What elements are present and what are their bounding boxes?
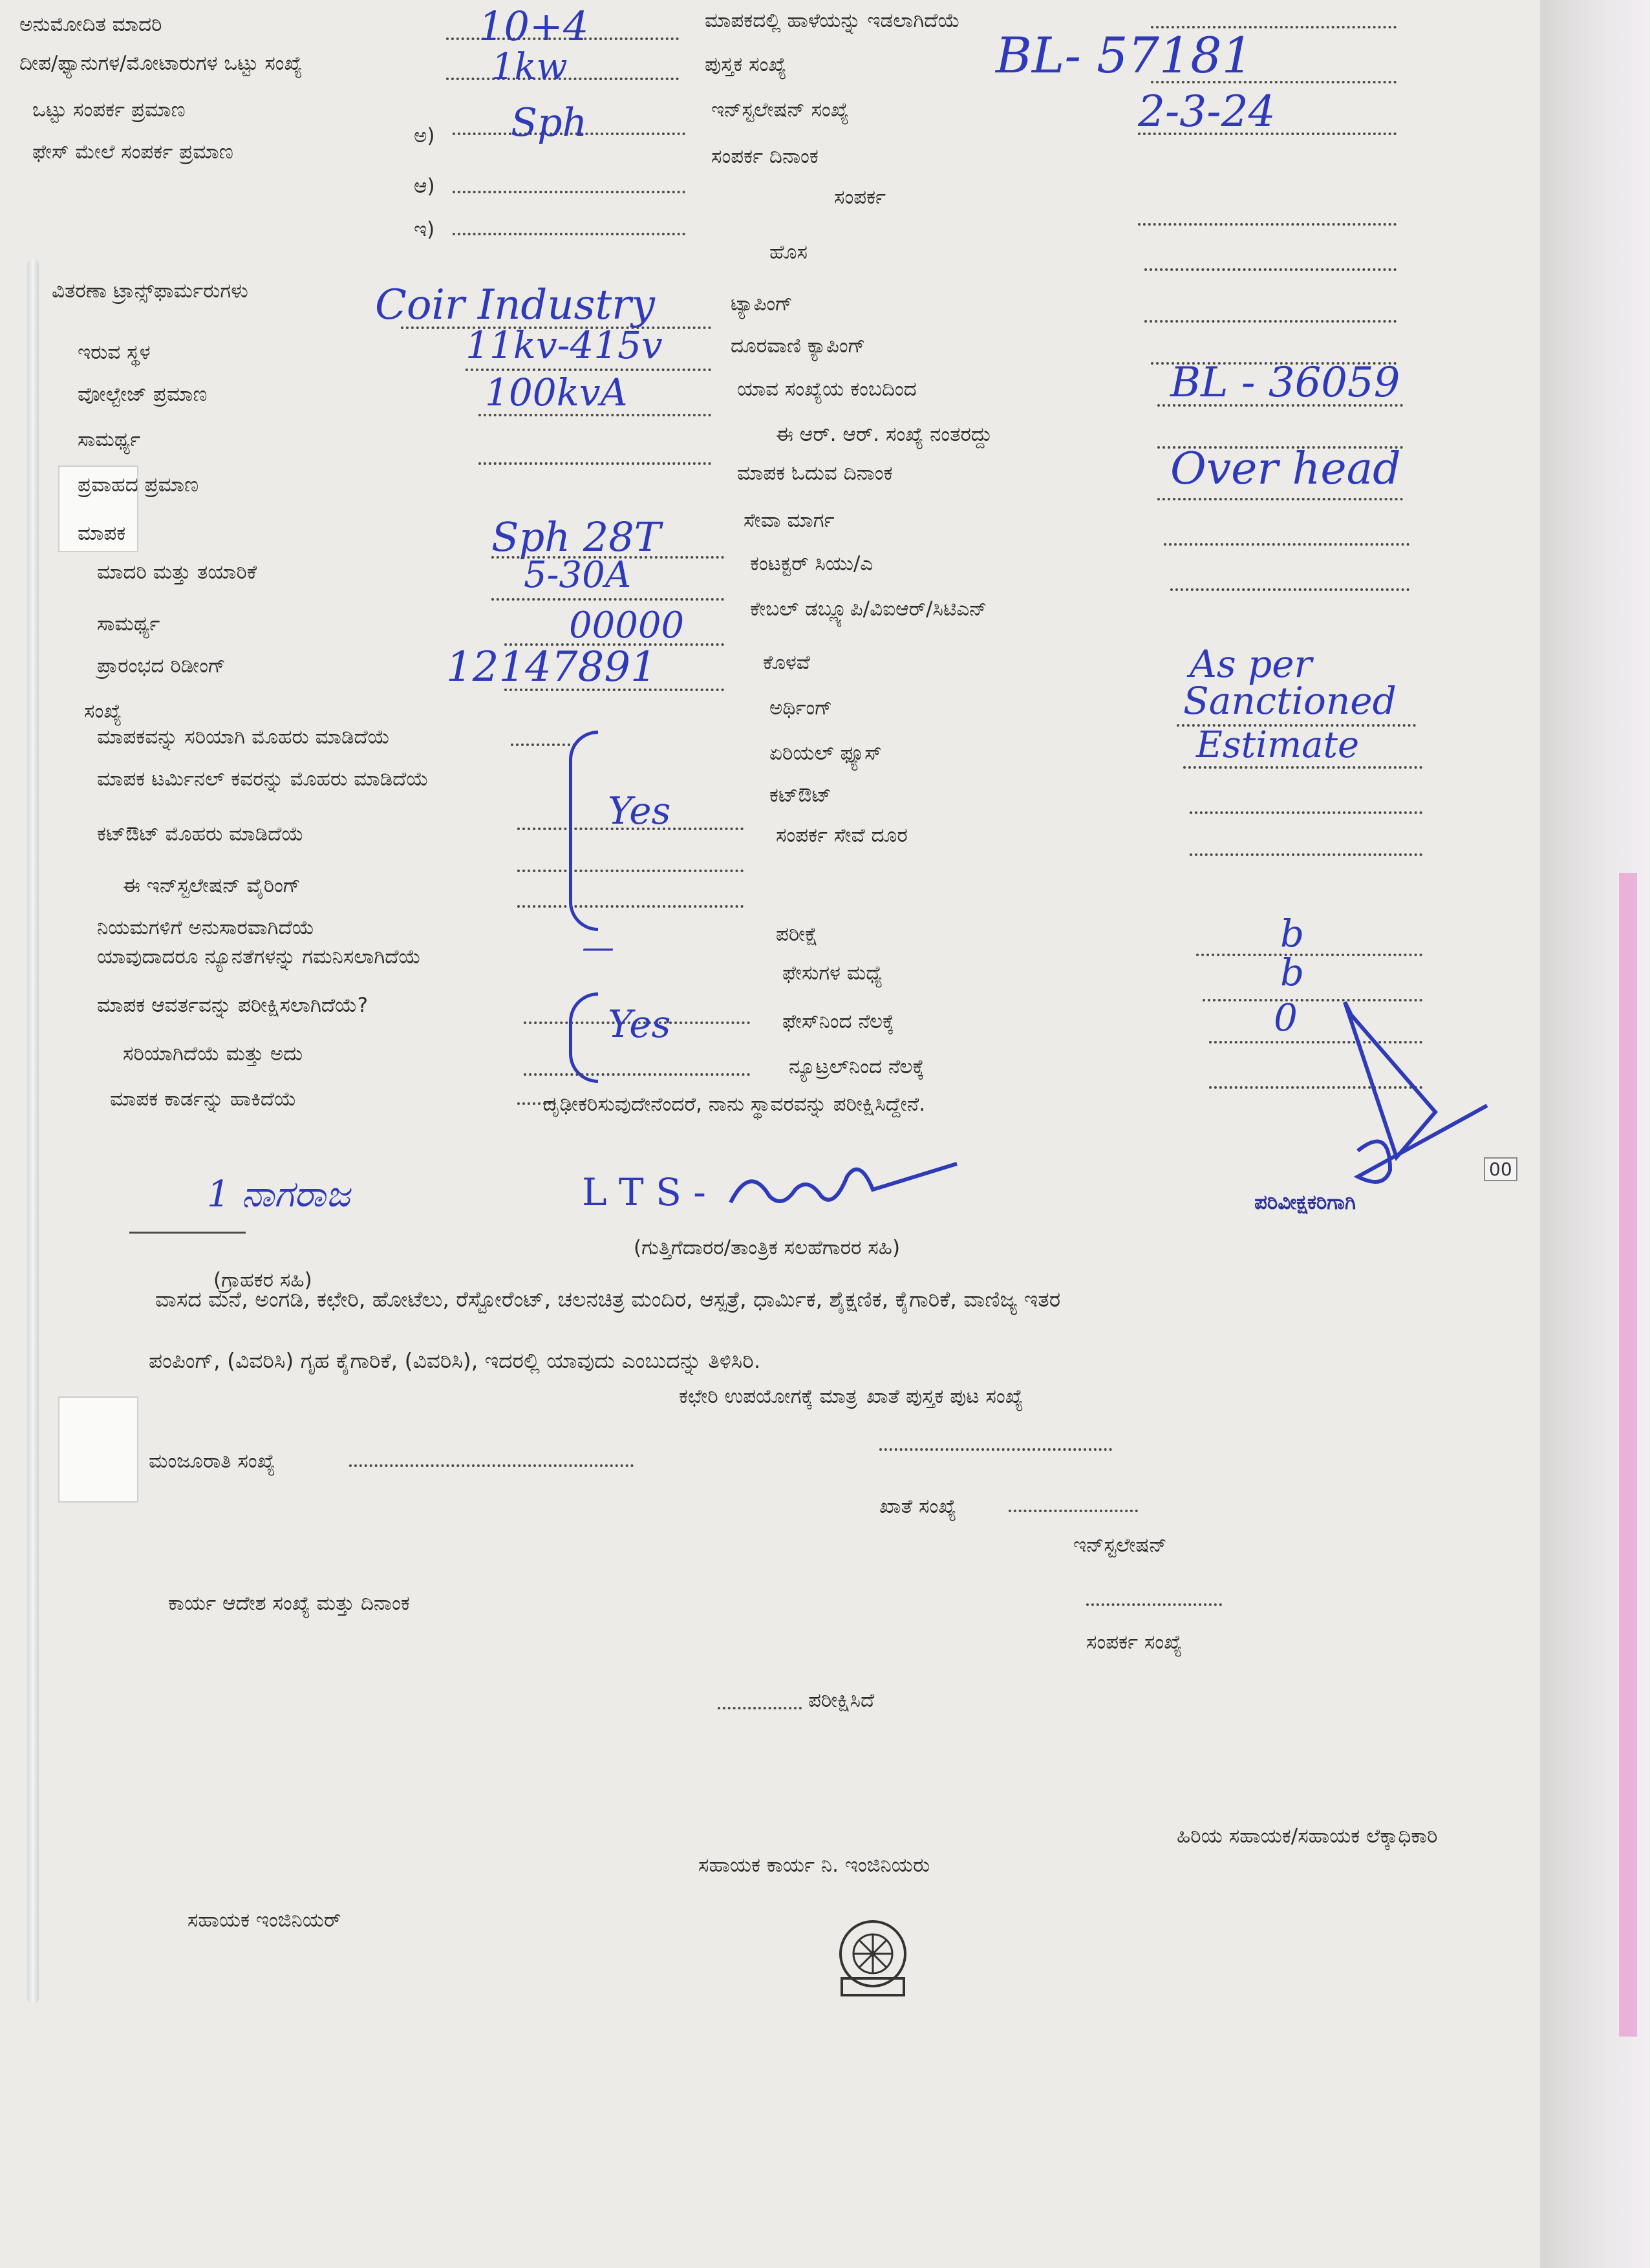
- label-transformers: ವಿತರಣಾ ಟ್ರಾನ್ಸ್‌ಫಾರ್ಮರುಗಳು: [52, 279, 248, 303]
- field-line: [1138, 223, 1397, 226]
- label-account-no: ಖಾತೆ ಸಂಖ್ಯೆ: [879, 1495, 957, 1518]
- label-connection: ಸಂಪರ್ಕ: [834, 186, 886, 209]
- field-line: [504, 689, 724, 691]
- label-cable: ಕೇಬಲ್ ಡಬ್ಲ್ಯೂಪಿ/ವಿಐಆರ್/ಸಿಟಿಎನ್: [750, 597, 987, 621]
- field-line: [349, 1464, 634, 1467]
- label-meter-card: ಮಾಪಕ ಕಾರ್ಡನ್ನು ಹಾಕಿದೆಯೆ: [110, 1087, 297, 1111]
- label-installation: ಇನ್‌ಸ್ಟಲೇಷನ್: [1073, 1534, 1167, 1557]
- hw-initial-reading: 00000: [569, 604, 685, 647]
- hw-contractor-initials: L T S -: [582, 1170, 706, 1214]
- label-total-connection: ಒಟ್ಟು ಸಂಪರ್ಕ ಪ್ರಮಾಣ: [32, 98, 186, 122]
- field-line: [1151, 81, 1397, 83]
- label-as-per-rules: ನಿಯಮಗಳಿಗೆ ಅನುಸಾರವಾಗಿದೆಯೆ: [97, 916, 315, 939]
- text-usage-line-2: ಪಂಪಿಂಗ್, (ವಿವರಿಸಿ) ಗೃಹ ಕೈಗಾರಿಕೆ, (ವಿವರಿಸಿ), ಇದರಲ್ಲಿ ಯಾವುದು ಎಂಬುದನ್ನು ತಿಳಿಸಿರಿ.: [149, 1348, 761, 1373]
- field-line: [1157, 498, 1403, 500]
- hw-phase-earth: b: [1280, 950, 1305, 994]
- binding-clip-bottom: [58, 1396, 138, 1503]
- label-capacity-2: ಸಾಮರ್ಥ್ಯ: [97, 612, 160, 636]
- page-tag: 00: [1484, 1157, 1517, 1181]
- hw-transformer-location: Coir Industry: [375, 281, 655, 329]
- label-phase-earth: ಫೇಸ್‌ನಿಂದ ನೆಲಕ್ಕೆ: [782, 1010, 895, 1033]
- hw-yes-2: Yes: [608, 1002, 671, 1046]
- label-inspection-officer: ಪರಿವೀಕ್ಷಕರಿಗಾಗಿ: [1254, 1191, 1356, 1214]
- label-connection-no: ಸಂಪರ್ಕ ಸಂಖ್ಯೆ: [1086, 1631, 1183, 1654]
- label-test: ಪರೀಕ್ಷೆ: [776, 923, 819, 946]
- hw-signature-name: 1 ನಾಗರಾಜ: [207, 1173, 350, 1215]
- label-meter-sheet: ಮಾಪಕದಲ್ಲಿ ಹಾಳೆಯನ್ನು ಇಡಲಾಗಿದೆಯೆ: [705, 9, 960, 32]
- hw-phase-load: Sph: [511, 100, 588, 145]
- label-current: ಪ್ರವಾಹದ ಪ್ರಮಾಣ: [78, 473, 199, 497]
- label-meter-sealed: ಮಾಪಕವನ್ನು ಸರಿಯಾಗಿ ಮೊಹರು ಮಾಡಿದೆಯೆ: [97, 725, 391, 749]
- field-line: [1196, 954, 1422, 956]
- hw-total-load: 1kw: [491, 46, 568, 88]
- field-line: [524, 1073, 750, 1076]
- hw-dash: —: [582, 928, 614, 966]
- hw-meter: Sph 28T: [491, 513, 661, 561]
- label-work-order: ಕಾರ್ಯ ಆದೇಶ ಸಂಖ್ಯೆ ಮತ್ತು ದಿನಾಂಕ: [168, 1592, 410, 1615]
- field-line: [517, 905, 744, 908]
- label-conduit: ಕೊಳವೆ: [763, 651, 810, 674]
- divider-line: [129, 1232, 246, 1234]
- label-initial-reading: ಪ್ರಾರಂಭದ ರಿಡೀಂಗ್: [97, 654, 226, 678]
- field-line: [1009, 1510, 1138, 1512]
- label-voltage: ವೋಲ್ಟೇಜ್ ಪ್ರಮಾಣ: [78, 383, 208, 406]
- hw-phase-test: b: [1280, 912, 1305, 956]
- field-line: [1144, 320, 1397, 323]
- label-capacity: ಸಾಮರ್ಥ್ಯ: [78, 428, 141, 451]
- field-line: [879, 1448, 1112, 1451]
- mark-aa: ಆ): [414, 175, 435, 198]
- label-terminal-cover: ಮಾಪಕ ಟರ್ಮಿನಲ್ ಕವರನ್ನು ಮೊಹರು ಮಾಡಿದೆಯೆ: [97, 767, 429, 791]
- label-ledger-page: ಖಾತೆ ಪುಸ್ತಕ ಪುಟ ಸಂಖ್ಯೆ: [866, 1385, 1023, 1408]
- field-line: [1138, 133, 1397, 135]
- pink-sheet-edge: [1619, 873, 1637, 2037]
- contractor-signature: [724, 1151, 970, 1222]
- hw-book-no: BL- 57181: [996, 27, 1253, 84]
- label-asst-engineer: ಸಹಾಯಕ ಇಂಜಿನಿಯರ್: [188, 1909, 341, 1932]
- label-earthing: ಅರ್ಥಿಂಗ್: [769, 696, 833, 720]
- label-number: ಸಂಖ್ಯೆ: [84, 700, 122, 723]
- hw-earthing-note-2: Sanctioned: [1183, 679, 1397, 723]
- field-line: [453, 233, 685, 235]
- label-telephone-capping: ದೂರವಾಣಿ ಕ್ಯಾಪಿಂಗ್: [731, 334, 866, 358]
- field-line: [1086, 1603, 1222, 1606]
- label-senior-assistant: ಹಿರಿಯ ಸಹಾಯಕ/ಸಹಾಯಕ ಲೆಕ್ಕಾಧಿಕಾರಿ: [1177, 1824, 1438, 1848]
- label-new: ಹೊಸ: [769, 241, 808, 264]
- hw-yes-1: Yes: [608, 789, 671, 833]
- label-pole-no: ಯಾವ ಸಂಖ್ಯೆಯ ಕಂಬದಿಂದ: [737, 378, 917, 401]
- field-line: [1164, 543, 1409, 546]
- label-meter-reading-date: ಮಾಪಕ ಓದುವ ದಿನಾಂಕ: [737, 462, 893, 485]
- label-between-phases: ಫೇಸುಗಳ ಮಧ್ಯೆ: [782, 961, 883, 985]
- label-service-line: ಸೇವಾ ಮಾರ್ಗ: [744, 509, 835, 532]
- label-sanction-no: ಮಂಜೂರಾತಿ ಸಂಖ್ಯೆ: [149, 1450, 275, 1473]
- hw-capacity: 100kvA: [485, 370, 628, 414]
- label-contractor-signature: (ಗುತ್ತಿಗೆದಾರರ/ತಾಂತ್ರಿಕ ಸಲಹೆಗಾರರ ಸಹಿ): [634, 1236, 901, 1259]
- label-tapping: ಟ್ಯಾಪಿಂಗ್: [731, 292, 793, 316]
- field-line: [1144, 268, 1397, 271]
- label-meter-cycle: ಮಾಪಕ ಆವರ್ತವನ್ನು ಪರೀಕ್ಷಿಸಲಾಗಿದೆಯೆ?: [97, 994, 369, 1017]
- field-line: [478, 414, 711, 416]
- hw-lamps-total: 10+4: [478, 3, 589, 50]
- label-contactor: ಕಂಟಕ್ಟರ್ ಸಿಯು/ಎ: [750, 552, 873, 575]
- label-wiring: ಈ ಇನ್‌ಸ್ಟಲೇಷನ್ ವೈರಿಂಗ್: [123, 874, 301, 897]
- hw-earthing-note-3: Estimate: [1196, 724, 1360, 766]
- hw-meter-no: 12147891: [446, 643, 657, 691]
- field-line: [517, 870, 744, 872]
- field-line: [491, 598, 724, 601]
- field-line: [1190, 811, 1422, 814]
- label-neutral-earth: ನ್ಯೂಟ್ರಲ್‌ನಿಂದ ನೆಲಕ್ಕೆ: [789, 1055, 925, 1078]
- label-book-no: ಪುಸ್ತಕ ಸಂಖ್ಯೆ: [705, 53, 787, 76]
- label-make-model: ಮಾದರಿ ಮತ್ತು ತಯಾರಿಕೆ: [97, 561, 257, 584]
- mark-i: ಇ): [414, 218, 435, 241]
- field-line: [1183, 766, 1422, 769]
- brace-mark: [569, 992, 598, 1083]
- field-line: [1170, 588, 1409, 591]
- mark-a: ಅ): [414, 124, 435, 147]
- brace-mark: [569, 731, 598, 931]
- label-certify: ದೃಢೀಕರಿಸುವುದೇನೆಂದರೆ, ನಾನು ಸ್ಥಾವರವನ್ನು ಪರೀಕ್ಷಿಸಿದ್ದೇನೆ.: [543, 1093, 926, 1116]
- field-line: [453, 191, 685, 193]
- label-defects: ಯಾವುದಾದರೂ ನ್ಯೂನತೆಗಳನ್ನು ಗಮನಿಸಲಾಗಿದೆಯೆ: [97, 945, 422, 968]
- label-meter: ಮಾಪಕ: [78, 522, 126, 545]
- field-line: [478, 462, 711, 465]
- text-usage-line-1: ವಾಸದ ಮನೆ, ಅಂಗಡಿ, ಕಛೇರಿ, ಹೋಟೆಲು, ರೆಸ್ಟೋರೆಂಟ್, ಚಲನಚಿತ್ರ ಮಂದಿರ, ಆಸ್ಪತ್ರೆ, ಧಾರ್ಮಿಕ, ಶೈಕ್ಷಣಿಕ, ಕೈಗಾರಿಕೆ, ವಾಣಿಜ್ಯ ಇತರ: [155, 1287, 1061, 1312]
- label-lamps-count: ದೀಪ/ಫ್ಯಾನುಗಳ/ಮೋಟಾರುಗಳ ಒಟ್ಟು ಸಂಖ್ಯೆ: [19, 52, 303, 75]
- label-phase-connection: ಫೇಸ್ ಮೇಲೆ ಸಂಪರ್ಕ ಪ್ರಮಾಣ: [32, 140, 233, 164]
- field-line: [718, 1707, 802, 1709]
- field-line: [1157, 404, 1403, 407]
- label-connection-date: ಸಂಪರ್ಕ ದಿನಾಂಕ: [711, 145, 819, 168]
- label-approved-model: ಅನುಮೋದಿತ ಮಾದರಿ: [19, 13, 162, 36]
- hw-neutral-earth: 0: [1274, 996, 1298, 1040]
- heading-office-use: ಕಛೇರಿ ಉಪಯೋಗಕ್ಕೆ ಮಾತ್ರ: [679, 1385, 857, 1408]
- label-service-distance: ಸಂಪರ್ಕ ಸೇವೆ ದೂರ: [776, 824, 908, 847]
- field-line: [511, 744, 575, 746]
- hw-earthing-note-1: As per: [1190, 642, 1312, 686]
- label-asst-exec-engineer: ಸಹಾಯಕ ಕಾರ್ಯ ನಿ. ಇಂಜಿನಿಯರು: [698, 1854, 930, 1877]
- hw-voltage: 11kv-415v: [466, 323, 663, 367]
- label-aerial-fuse: ಏರಿಯಲ್ ಫ್ಯೂಸ್: [769, 742, 882, 765]
- field-line: [1190, 853, 1422, 856]
- label-rr-after: ಈ ಆರ್. ಆರ್. ಸಂಖ್ಯೆ ನಂತರದ್ದು: [776, 423, 992, 446]
- label-customer-signature: (ಗ್ರಾಹಕರ ಸಹಿ): [213, 1268, 312, 1292]
- label-inspected: ಪರೀಕ್ಷಿಸಿದೆ: [808, 1689, 875, 1712]
- hw-service-line: Over head: [1170, 444, 1401, 495]
- hw-rating: 5-30A: [524, 554, 632, 596]
- label-location: ಇರುವ ಸ್ಥಳ: [78, 341, 151, 364]
- label-installation-no: ಇನ್‌ಸ್ಟಲೇಷನ್ ಸಂಖ್ಯೆ: [711, 98, 849, 122]
- board-emblem-icon: [828, 1914, 918, 2004]
- hw-rr-after: BL - 36059: [1170, 359, 1400, 407]
- label-correct: ಸರಿಯಾಗಿದೆಯೆ ಮತ್ತು ಅದು: [123, 1042, 303, 1065]
- hw-conn-date: 2-3-24: [1138, 87, 1276, 136]
- label-cutout: ಕಟ್‌ಔಟ್: [769, 784, 831, 807]
- binding-rod: [27, 259, 39, 2004]
- label-cutout-sealed: ಕಟ್‌ಔಟ್ ಮೊಹರು ಮಾಡಿದೆಯೆ: [97, 822, 304, 846]
